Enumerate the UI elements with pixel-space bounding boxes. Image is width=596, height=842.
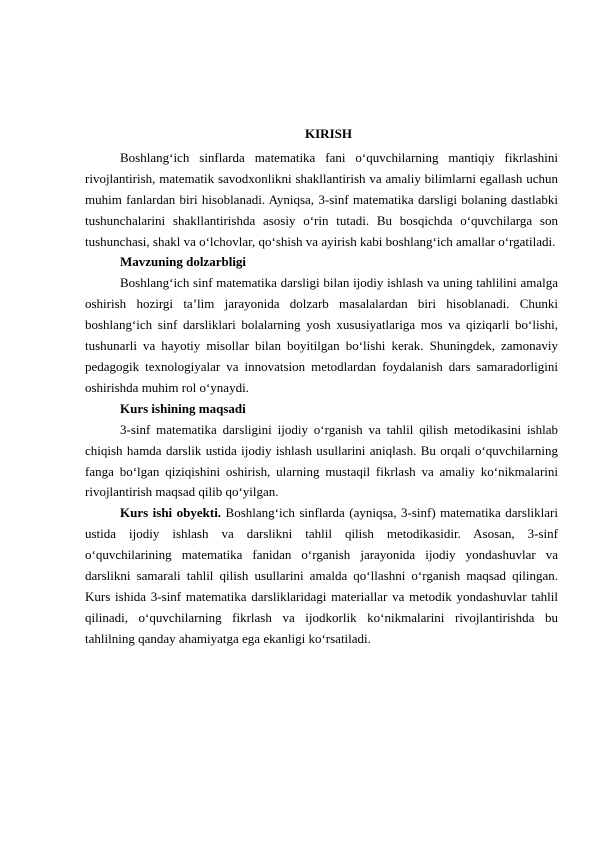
relevance-heading: Mavzuning dolzarbligi bbox=[120, 254, 247, 270]
document-title: KIRISH bbox=[305, 126, 352, 141]
intro-paragraph: Boshlang‘ich sinflarda matematika fani o‘quvchilarning mantiqiy fikrlashini rivojlantirish, matematik savodxonlikni shakllantirish va amaliy bilimlarni egallash uchun muhim fanlardan biri hisoblanadi. Ayniqsa, 3-sinf matematika darsligi bolaning dastlabki tushunchalarini shakllantirishda asosiy o‘rin tutadi. Bu bosqichda o‘quvchilarga son tushunchasi, shakl va o‘lchovlar, qo‘shish va ayirish kabi boshlang‘ich amallar o‘rgatiladi. bbox=[85, 149, 558, 249]
object-label: Kurs ishi obyekti. bbox=[120, 505, 222, 521]
object-paragraph bbox=[85, 503, 558, 649]
goal-paragraph: 3-sinf matematika darsligini ijodiy o‘rganish va tahlil qilish metodikasini ishlab chiqish hamda darslik ustida ijodiy ishlash usullarini aniqlash. Bu orqali o‘quvchilarning fanga bo‘lgan qiziqishini oshirish, ularning mustaqil fikrlash va amaliy ko‘nikmalarini rivojlantirish maqsad qilib qo‘yilgan. bbox=[85, 421, 558, 500]
goal-heading: Kurs ishining maqsadi bbox=[120, 400, 246, 416]
relevance-paragraph: Boshlang‘ich sinf matematika darsligi bilan ijodiy ishlash va uning tahlilini amalga oshirish hozirgi ta’lim jarayonida dolzarb masalalardan biri hisoblanadi. Chunki boshlang‘ich sinf darsliklari bolalarning yosh xususiyatlariga mos va qiziqarli bo‘lishi, tushunarli va hayotiy misollar bilan boyitilgan bo‘lishi kerak. Shuningdek, zamonaviy pedagogik texnologiyalar va innovatsion metodlardan foydalanish dars samaradorligini oshirishda muhim rol o‘ynaydi. bbox=[85, 275, 558, 395]
object-text: Boshlang‘ich sinflarda (ayniqsa, 3-sinf) matematika darsliklari ustida ijodiy ishlash va darslikni tahlil qilish metodikasidir. Asosan, 3-sinf o‘quvchilarining matematika fanidan o‘rganish jarayonida ijodiy yondashuvlar va darslikni samarali tahlil qilish usullarini amalda qo‘llashni o‘rganish maqsad qilingan. Kurs ishida 3-sinf matematika darsliklaridagi materiallar va metodik yondashuvlar tahlil qilinadi, o‘quvchilarning fikrlash va ijodkorlik ko‘nikmalarini rivojlantirishda bu tahlilning qanday ahamiyatga ega ekanligi ko‘rsatiladi. bbox=[85, 505, 558, 646]
document-page bbox=[85, 124, 558, 650]
